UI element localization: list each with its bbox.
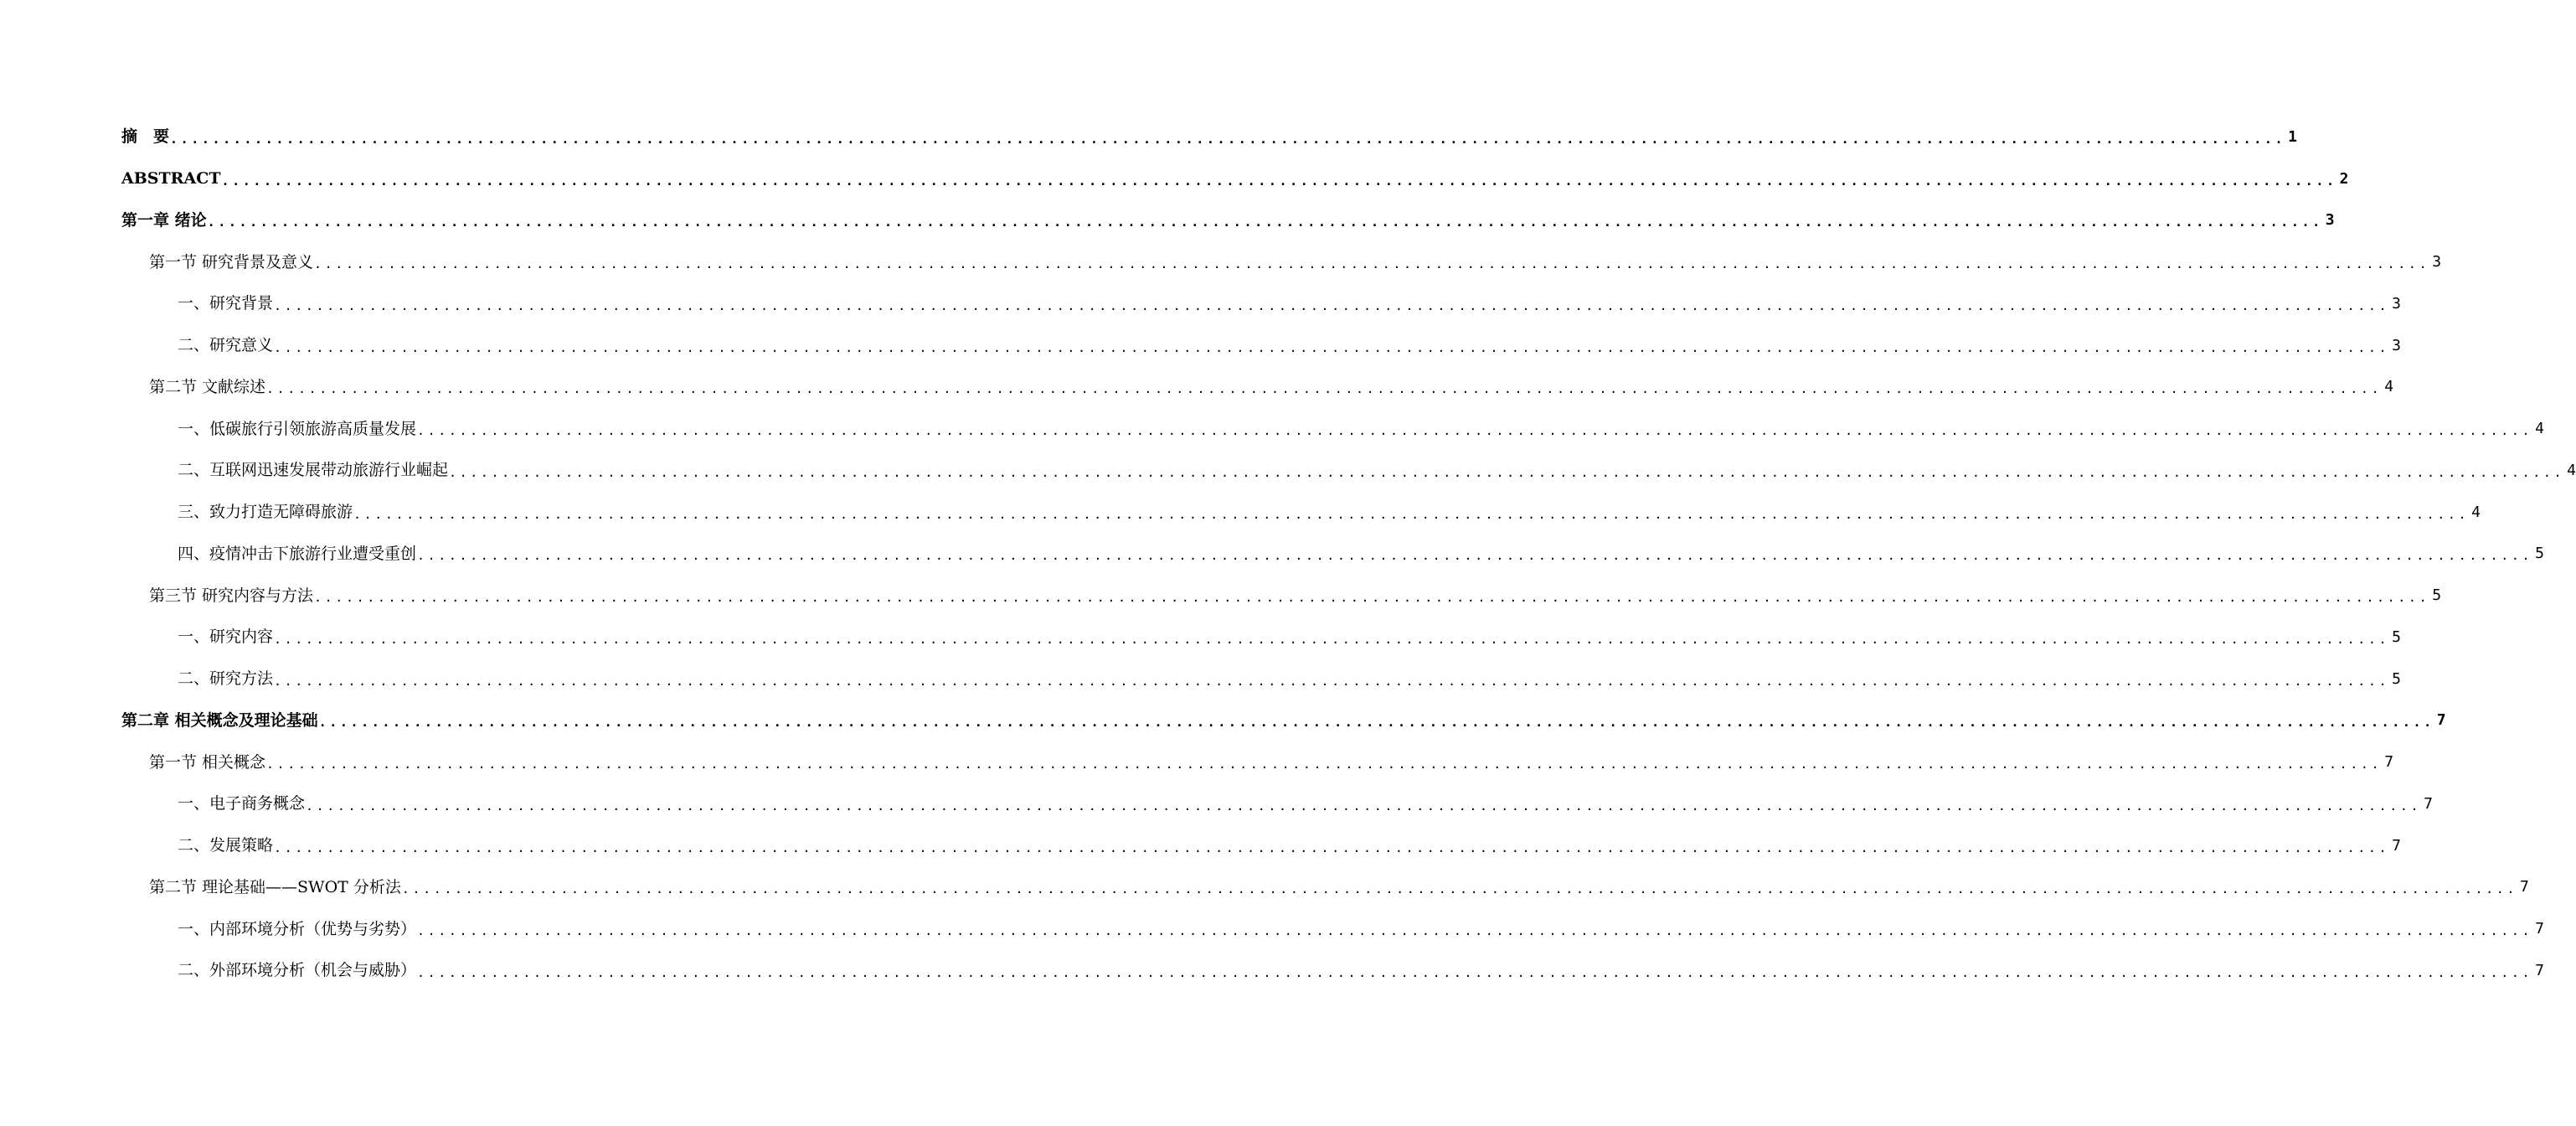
toc-entry-title: 第二节 理论基础——SWOT 分析法 [149,877,401,896]
toc-dot-leader: ........................................................................................................................................................................................................ [401,881,2518,897]
toc-entry-page: 3 [2325,211,2335,230]
toc-entry-section-2-1[interactable] [0,741,2394,783]
toc-entry-item[interactable] [0,534,2545,576]
toc-entry-abstract-en[interactable] [0,158,2349,200]
toc-entry-title: 三、致力打造无障碍旅游 [178,503,353,522]
toc-entry-title: 第一节 相关概念 [149,752,266,772]
toc-dot-leader: ........................................................................................................................................................................................................ [353,506,2470,522]
toc-dot-leader: ........................................................................................................................................................................................................ [274,839,2390,855]
toc-entry-item[interactable] [0,825,2402,867]
toc-entry-page: 3 [2432,253,2442,271]
toc-entry-page: 7 [2436,711,2446,730]
toc-dot-leader: ........................................................................................................................................................................................................ [417,964,2533,980]
toc-entry-page: 4 [2535,420,2545,438]
toc-entry-page: 7 [2520,878,2529,896]
toc-dot-leader: ........................................................................................................................................................................................................ [306,798,2422,814]
toc-dot-leader: ........................................................................................................................................................................................................ [417,423,2533,438]
toc-entry-item[interactable] [0,783,2434,825]
toc-dot-leader: ........................................................................................................................................................................................................ [207,214,2323,230]
toc-entry-title: 二、研究意义 [178,336,274,355]
toc-entry-item[interactable] [0,908,2545,950]
toc-dot-leader: ........................................................................................................................................................................................................ [266,757,2383,772]
toc-entry-title: 第一章 绪论 [121,210,207,230]
toc-entry-title: 一、内部环境分析（优势与劣势） [178,919,417,938]
toc-entry-title: 第二章 相关概念及理论基础 [121,710,318,730]
toc-entry-section-1-2[interactable] [0,367,2394,409]
toc-entry-section-1-3[interactable] [0,575,2442,617]
toc-entry-title: 一、电子商务概念 [178,794,306,814]
toc-entry-title: 一、研究背景 [178,294,274,313]
toc-dot-leader: ........................................................................................................................................................................................................ [274,339,2390,355]
toc-entry-chapter-2[interactable] [0,700,2446,742]
toc-entry-page: 1 [2288,127,2298,146]
toc-entry-page: 2 [2339,169,2349,188]
toc-dot-leader: ........................................................................................................................................................................................................ [274,631,2390,647]
toc-entry-item[interactable] [0,659,2402,700]
toc-entry-title: 一、低碳旅行引领旅游高质量发展 [178,419,417,438]
toc-dot-leader: ........................................................................................................................................................................................................ [417,923,2533,938]
toc-entry-title: 一、研究内容 [178,628,274,647]
toc-entry-section-1-1[interactable] [0,241,2442,283]
toc-entry-page: 4 [2471,503,2481,521]
toc-entry-abstract-cn[interactable] [0,116,2298,158]
toc-entry-section-2-2[interactable] [0,867,2529,909]
toc-entry-item[interactable] [0,950,2545,992]
toc-entry-page: 4 [2384,378,2394,396]
toc-entry-page: 4 [2567,461,2576,479]
toc-entry-title: 二、互联网迅速发展带动旅游行业崛起 [178,461,449,480]
toc-dot-leader: ........................................................................................................................................................................................................ [318,715,2434,731]
toc-dot-leader: ........................................................................................................................................................................................................ [274,673,2390,689]
toc-dot-leader: ........................................................................................................................................................................................................ [221,173,2337,189]
toc-entry-chapter-1[interactable] [0,200,2335,242]
toc-entry-page: 5 [2392,669,2402,688]
toc-dot-leader: ........................................................................................................................................................................................................ [417,548,2533,564]
toc-dot-leader: ........................................................................................................................................................................................................ [266,381,2383,397]
toc-entry-item[interactable] [0,408,2545,450]
toc-entry-item[interactable] [0,492,2481,534]
toc-entry-title: 二、发展策略 [178,836,274,855]
toc-dot-leader: ........................................................................................................................................................................................................ [274,297,2390,313]
toc-entry-title: 第二节 文献综述 [149,377,266,396]
toc-dot-leader: ........................................................................................................................................................................................................ [170,131,2286,147]
toc-entry-title: ABSTRACT [121,169,221,189]
toc-entry-item[interactable] [0,283,2402,325]
toc-entry-item[interactable] [0,325,2402,367]
toc-entry-title: 第三节 研究内容与方法 [149,586,314,605]
toc-entry-item[interactable] [0,450,2576,492]
toc-entry-page: 7 [2535,920,2545,938]
toc-entry-page: 7 [2384,753,2394,772]
toc-entry-page: 5 [2432,586,2442,605]
toc-entry-item[interactable] [0,617,2402,659]
toc-entry-page: 7 [2392,836,2402,855]
toc-entry-title: 二、研究方法 [178,669,274,689]
toc-entry-page: 5 [2392,628,2402,646]
toc-entry-title: 二、外部环境分析（机会与威胁） [178,961,417,980]
toc-entry-page: 3 [2392,336,2402,354]
toc-entry-page: 3 [2392,294,2402,312]
toc-entry-page: 7 [2535,961,2545,979]
toc-entry-page: 7 [2424,794,2434,813]
toc-entry-page: 5 [2535,545,2545,563]
toc-dot-leader: ........................................................................................................................................................................................................ [449,464,2565,480]
table-of-contents [0,116,2576,992]
toc-dot-leader: ........................................................................................................................................................................................................ [314,590,2430,605]
toc-dot-leader: ........................................................................................................................................................................................................ [314,256,2430,271]
toc-entry-title: 四、疫情冲击下旅游行业遭受重创 [178,544,417,563]
toc-entry-title: 摘 要 [121,127,170,147]
toc-entry-title: 第一节 研究背景及意义 [149,252,314,271]
